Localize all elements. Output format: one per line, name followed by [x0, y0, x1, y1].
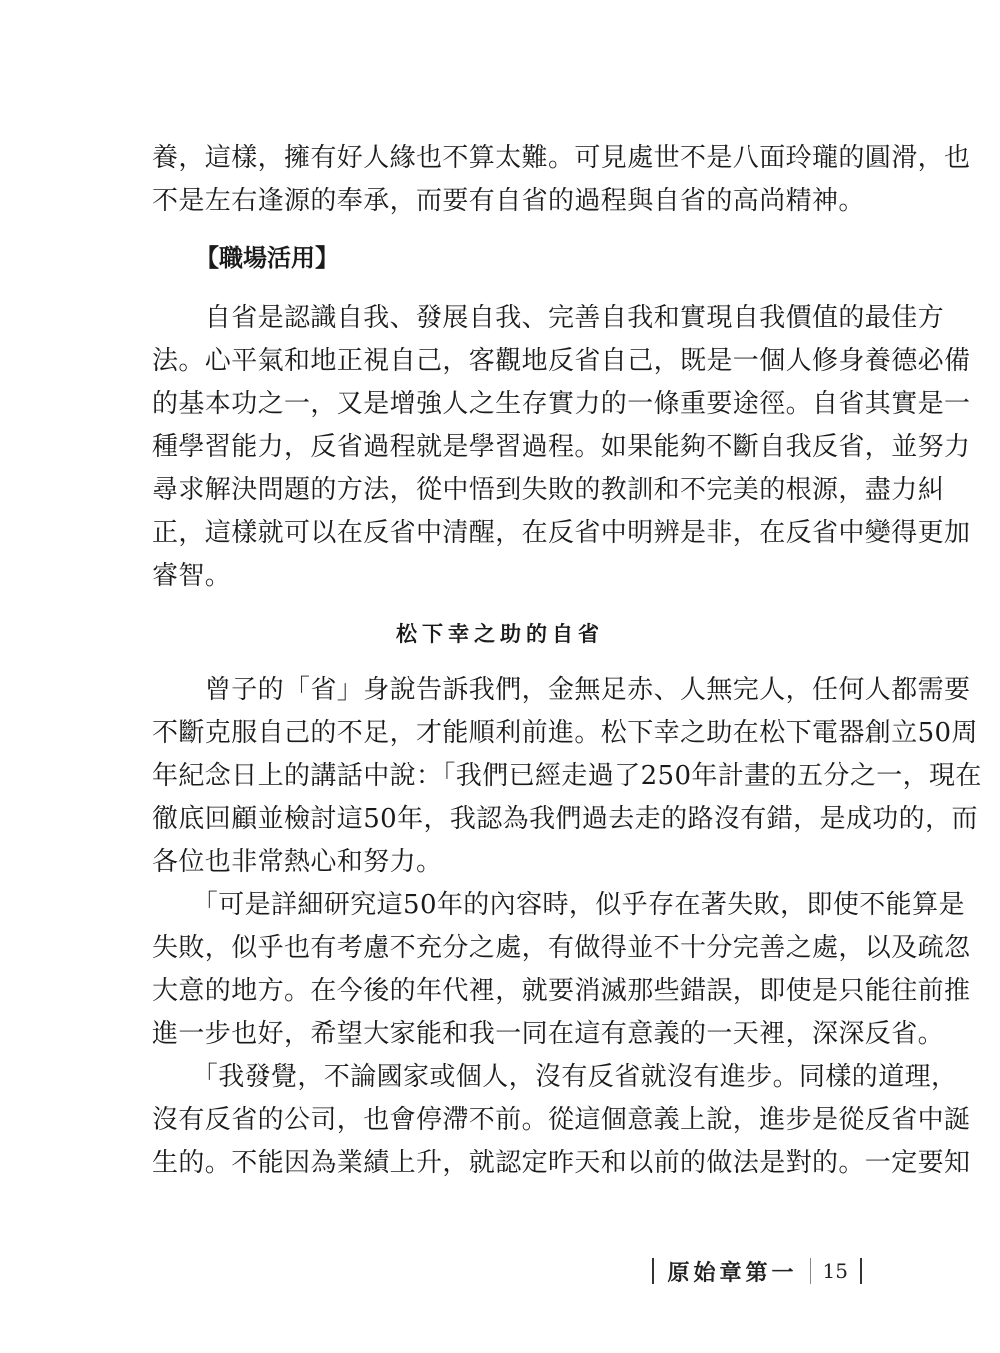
- article-line-2: 不斷克服自己的不足，才能順利前進。松下幸之助在松下電器創立50周: [152, 718, 978, 748]
- page-footer: [652, 1253, 862, 1289]
- footer-divider-left: [652, 1258, 654, 1284]
- footer-chapter-title: 原始章第一: [667, 1259, 798, 1286]
- article-title: 松下幸之助的自省: [396, 622, 604, 646]
- workplace-line-6: 正，這樣就可以在反省中清醒，在反省中明辨是非，在反省中變得更加: [152, 518, 971, 548]
- article-line-3: 年紀念日上的講話中說：「我們已經走過了250年計畫的五分之一，現在: [152, 761, 982, 791]
- article-line-1: 曾子的「省」身說告訴我們，金無足赤、人無完人，任何人都需要: [152, 675, 971, 705]
- article-line-5: 各位也非常熱心和努力。: [152, 847, 443, 877]
- page-number: 15: [822, 1259, 848, 1283]
- article-line-6: 「可是詳細研究這50年的內容時，似乎存在著失敗，即使不能算是: [152, 890, 965, 920]
- article-line-11: 沒有反省的公司，也會停滯不前。從這個意義上說，進步是從反省中誕: [152, 1105, 971, 1135]
- article-line-4: 徹底回顧並檢討這50年，我認為我們過去走的路沒有錯，是成功的，而: [152, 804, 978, 834]
- article-line-7: 失敗，似乎也有考慮不充分之處，有做得並不十分完善之處，以及疏忽: [152, 933, 971, 963]
- intro-line-2: 不是左右逢源的奉承，而要有自省的過程與自省的高尚精神。: [152, 186, 865, 216]
- workplace-line-2: 法。心平氣和地正視自己，客觀地反省自己，既是一個人修身養德必備: [152, 346, 971, 376]
- article-line-10: 「我發覺，不論國家或個人，沒有反省就沒有進步。同樣的道理，: [152, 1062, 958, 1092]
- footer-divider-middle: [810, 1258, 811, 1284]
- footer-divider-right: [860, 1258, 862, 1284]
- article-line-9: 進一步也好，希望大家能和我一同在這有意義的一天裡，深深反省。: [152, 1019, 945, 1049]
- article-line-8: 大意的地方。在今後的年代裡，就要消滅那些錯誤，即使是只能往前推: [152, 976, 971, 1006]
- workplace-line-5: 尋求解決問題的方法，從中悟到失敗的教訓和不完美的根源，盡力糾: [152, 475, 945, 505]
- workplace-line-7: 睿智。: [152, 561, 232, 591]
- workplace-line-4: 種學習能力，反省過程就是學習過程。如果能夠不斷自我反省，並努力: [152, 432, 971, 462]
- intro-line-1: 養，這樣，擁有好人緣也不算太難。可見處世不是八面玲瓏的圓滑，也: [152, 143, 971, 173]
- workplace-line-1: 自省是認識自我、發展自我、完善自我和實現自我價值的最佳方: [152, 303, 945, 333]
- article-line-12: 生的。不能因為業績上升，就認定昨天和以前的做法是對的。一定要知: [152, 1148, 971, 1178]
- workplace-line-3: 的基本功之一，又是增強人之生存實力的一條重要途徑。自省其實是一: [152, 389, 971, 419]
- section-heading: 【職場活用】: [195, 244, 339, 272]
